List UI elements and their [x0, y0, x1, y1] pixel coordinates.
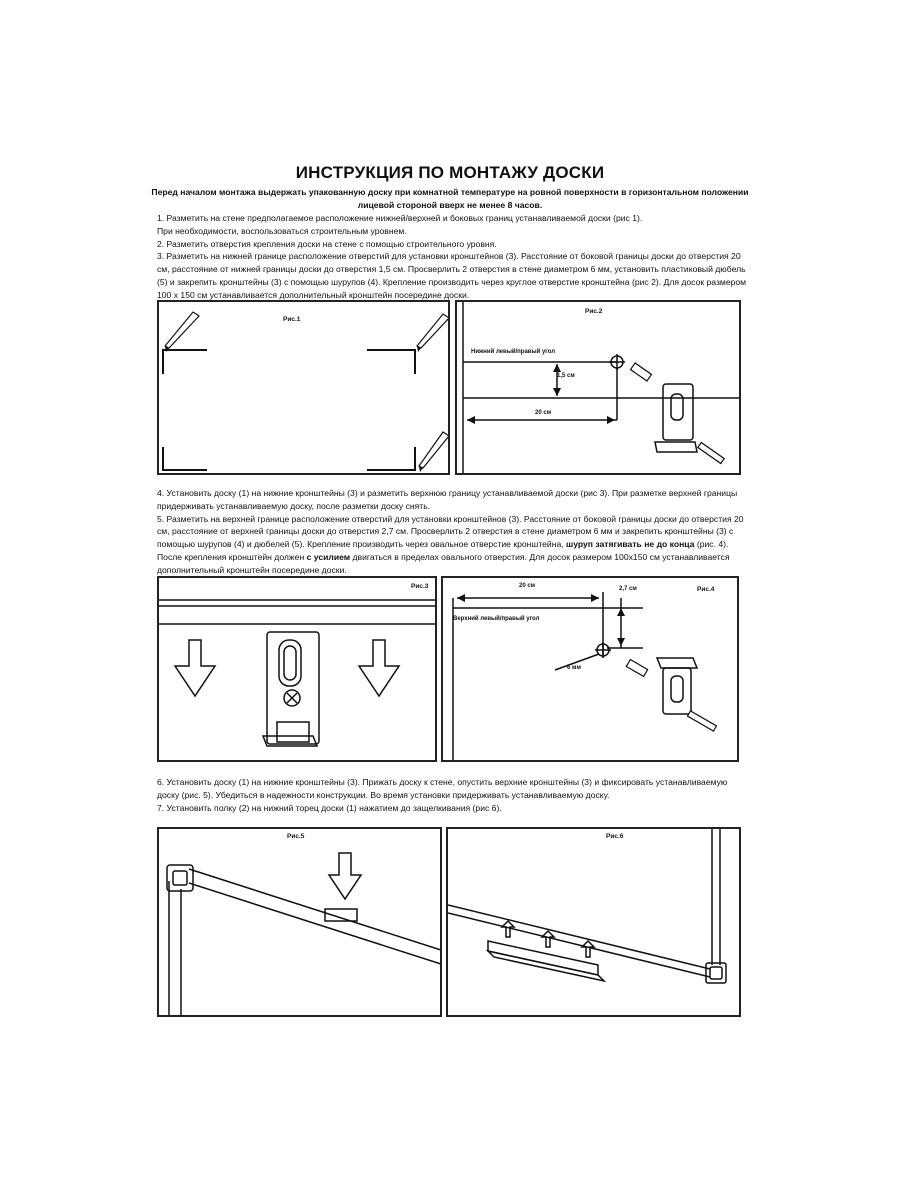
figure-6-drawing [448, 829, 741, 1017]
step-4: 4. Установить доску (1) на нижние кронштейны (3) и разметить верхнюю границу устанавливаемой доски (рис 3). При разметке верхней границы придерживать устанавливаемую доску, после разметки доску снять. [157, 488, 738, 511]
figure-2-label: Рис.2 [585, 308, 603, 315]
figure-4-vertical-dimension: 2,7 см [619, 586, 637, 592]
figure-1 [157, 300, 450, 475]
step-6: 6. Установить доску (1) на нижние кронштейны (3). Прижать доску к стене, опустить верхние кронштейны (3) и фиксировать устанавливаемую доску (рис. 5). Убедиться в надежности конструкции. Во время установки придерживать устанавливаемую доску. [157, 777, 728, 800]
figure-5-label: Рис.5 [287, 833, 305, 840]
figure-3-label: Рис.3 [411, 583, 429, 590]
figure-5 [157, 827, 442, 1017]
step-5-text-b: (рис. 4). [694, 539, 729, 550]
figure-4-corner-label: Верхний левый/правый угол [453, 616, 540, 622]
figure-1-label: Рис.1 [283, 316, 301, 323]
figure-3-drawing [159, 578, 437, 762]
step-5-bold-warning: шуруп затягивать не до конца [566, 539, 695, 550]
figure-4-label: Рис.4 [697, 586, 715, 593]
figure-3 [157, 576, 437, 762]
step-1: 1. Разметить на стене предполагаемое расположение нижней/верхней и боковых границ устанавливаемой доски (рис 1). [157, 213, 643, 223]
figure-4-diameter: 6 мм [567, 665, 581, 671]
figure-2-vertical-dimension: 1,5 см [557, 373, 575, 379]
figure-5-drawing [159, 829, 442, 1017]
figure-2-corner-label: Нижний левый/правый угол [471, 349, 556, 355]
step-3: 3. Разметить на нижней границе расположение отверстий для установки кронштейнов (3). Расстояние от боковой границы доски до отверстия 20 см, расстояние от нижней границы доски до отверстия 1,5 см. Просверлить 2 отверстия в стене диаметром 6 мм, установить пластиковый дюбель (5) и закрепить кронштейны (3) с помощью шурупов (4). Крепление производить через круглое отверстие кронштейна (рис 2). Для досок размером 100 х 150 см устанавливается дополнительный кронштейн посередине доски. [157, 251, 747, 300]
figure-1-drawing [159, 302, 450, 475]
figure-4 [441, 576, 739, 762]
steps-4-5 [157, 487, 747, 577]
figure-2 [455, 300, 741, 475]
step-5-bold-force: с усилием [306, 551, 351, 562]
figure-2-horizontal-dimension: 20 см [535, 410, 552, 416]
step-5-text-a: 5. Разметить на верхней границе расположение отверстий для установки кронштейнов (3). Расстояние от боковой границы доски до отверстия 20 см, расстояние от верхней границы доски до отверстия 2,7 см. Просверлить 2 отверстия в стене диаметром 6 мм и закрепить кронштейны (3) с помощью шурупов (4) и дюбелей (5). Крепление производить через овальное отверстие кронштейна, [157, 513, 744, 550]
figure-6 [446, 827, 741, 1017]
step-5-text-d: двигаться в пределах овального отверстия. Для досок размером 100х150 см устанавливается дополнительный кронштейн посередине доски. [157, 551, 730, 575]
step-5 [157, 513, 747, 551]
step-7: 7. Установить полку (2) на нижний торец доски (1) нажатием до защелкивания (рис 6). [157, 802, 502, 813]
figure-4-horizontal-dimension: 20 см [519, 583, 536, 589]
intro-note: Перед началом монтажа выдержать упакованную доску при комнатной температуре на ровной поверхности в горизонтальном положении лицевой стороной вверх не менее 8 часов. [151, 187, 749, 210]
figure-4-drawing [443, 578, 739, 762]
steps-6-7 [157, 776, 747, 814]
page-title: ИНСТРУКЦИЯ ПО МОНТАЖУ ДОСКИ [295, 163, 605, 182]
figure-6-label: Рис.6 [606, 833, 624, 840]
step-1-note: При необходимости, воспользоваться строительным уровнем. [157, 225, 407, 236]
figure-2-drawing [457, 302, 741, 475]
step-2: 2. Разметить отверстия крепления доски на стене с помощью строительного уровня. [157, 238, 497, 249]
step-5-after [157, 551, 747, 577]
steps-1-3 [157, 212, 747, 302]
step-5-text-c: После крепления кронштейн должен [157, 551, 307, 562]
